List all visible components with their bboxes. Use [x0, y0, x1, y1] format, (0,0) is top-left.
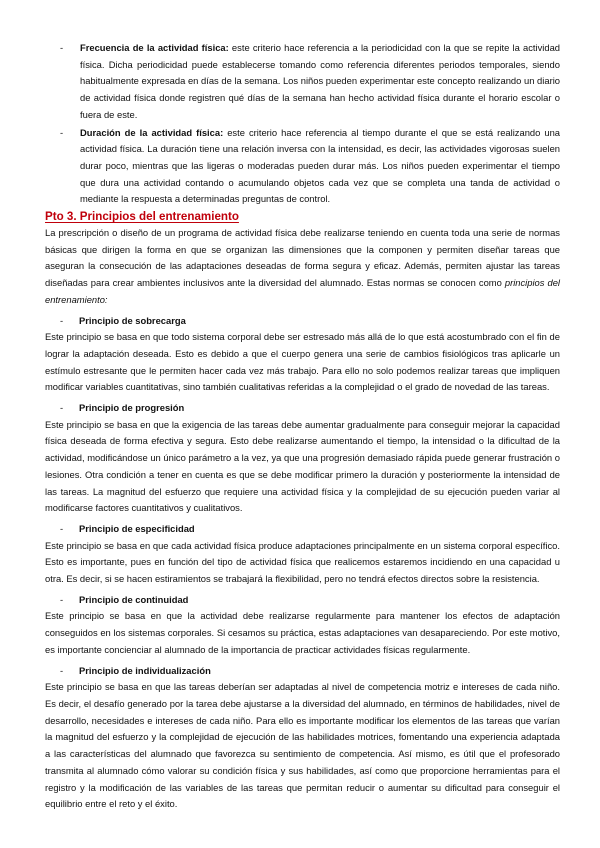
list-item-text	[80, 125, 560, 209]
principle-title: Principio de sobrecarga	[79, 314, 186, 326]
list-item-frecuencia	[60, 40, 560, 124]
term-description: este criterio hace referencia al tiempo durante el que se está realizando una actividad física. La duración tiene una relación inversa con la intensidad, es decir, las actividades vigorosas suelen durar poco, mientras que las ligeras o moderadas pueden durar más. Los niños pueden experimentar el tiempo que dura una actividad contando o acumulando objetos cada vez que se completa una tanda de actividad o mediante la respuesta a determinadas preguntas de control.	[80, 126, 561, 205]
list-dash: -	[60, 593, 64, 605]
principle-text-sobrecarga: Este principio se basa en que todo sistema corporal debe ser estresado más allá de lo que está acostumbrado con el fin de lograr la adaptación deseada. Esto es debido a que el cuerpo genera una serie de cambios fisiológicos tras aplicarle un estímulo estresante que le permiten hacer cada vez más trabajo. Para ello no solo podemos realizar tareas que impliquen modificar variables cuantitativas, sino también cualitativas referidas a la complejidad o el grado de novedad de las tareas.	[45, 331, 560, 393]
principle-text-especificidad: Este principio se basa en que cada actividad física produce adaptaciones principalmente en un sistema corporal específico. Esto es importante, pues en función del tipo de actividad física que realicemos estaremos incidiendo en una capacidad u otra. Es decir, si se hacen estiramientos se trabajará la flexibilidad, pero no tendrá efectos directos sobre la resistencia.	[45, 539, 560, 585]
principle-title: Principio de continuidad	[79, 593, 189, 605]
list-item-duracion	[60, 125, 560, 209]
list-dash: -	[60, 314, 64, 326]
intro-text: La prescripción o diseño de un programa de actividad física debe realizarse teniendo en cuenta toda una serie de normas básicas que dirigen la forma en que se organizan las dimensiones que la componen y permiten diseñar tareas que aseguran la consecución de las adaptaciones deseadas de forma segura y eficaz. Además, permiten ajustar las tareas diseñadas para crear ambientes inclusivos ante la diversidad del alumnado. Estas normas se conocen como	[45, 227, 560, 289]
section-intro	[45, 225, 560, 309]
list-dash: -	[60, 522, 64, 534]
principle-heading-continuidad	[45, 592, 560, 609]
principle-heading-individualizacion	[45, 663, 560, 680]
list-dash: -	[60, 664, 64, 676]
term-label: Duración de la actividad física:	[80, 126, 224, 138]
principle-text-individualizacion: Este principio se basa en que las tareas deberían ser adaptadas al nivel de competencia motriz e intereses de cada niño. Es decir, el desafío generado por la tarea debe ajustarse a la diversidad del alumnado, en términos de habilidades, nivel de desarrollo, necesidades e intereses de cada niño. Para ello es importante modificar los elementos de las tareas que varían la magnitud del esfuerzo y la complejidad de ejecución de las habilidades motrices, fomentando una experiencia adaptada a las características del alumnado que favorezca su sentimiento de competencia. Así mismo, es útil que el profesorado transmita al alumnado cómo valorar su condición física y sus habilidades, así como que proporcione herramientas para el registro y la modificación de las variables de las tareas que permitan reducir o aumentar su dificultad para conseguir el equilibrio entre el reto y el éxito.	[45, 681, 560, 810]
principle-title: Principio de individualización	[79, 664, 211, 676]
list-item-text	[80, 40, 560, 124]
section-heading: Pto 3. Principios del entrenamiento	[45, 210, 239, 223]
term-description: este criterio hace referencia a la periodicidad con la que se repite la actividad física. Dicha periodicidad puede establecerse tomando como referencia diferentes periodos temporales, siendo habitualmente expresada en días de la semana. Los niños pueden experimentar este concepto realizando un diario de actividad física donde registren qué días de la semana han hecho actividad física durante el horario escolar o fuera de este.	[80, 42, 560, 120]
principle-title: Principio de especificidad	[79, 522, 195, 534]
section-content	[45, 208, 560, 813]
term-label: Frecuencia de la actividad física:	[80, 42, 229, 53]
list-dash: -	[60, 42, 64, 53]
principle-text-continuidad: Este principio se basa en que la actividad debe realizarse regularmente para mantener los efectos de adaptación conseguidos en los sistemas corporales. Si cesamos su práctica, estas adaptaciones van desapareciendo. Por este motivo, es importante concienciar al alumnado de la importancia de practicar actividades físicas regularmente.	[45, 610, 560, 655]
list-dash: -	[60, 126, 64, 138]
principle-title: Principio de progresión	[79, 402, 185, 414]
principle-text-progresion: Este principio se basa en que la exigencia de las tareas debe aumentar gradualmente para conseguir mejorar la capacidad física deseada de forma efectiva y segura. Esto debe realizarse aumentando el tiempo, la intensidad o la dificultad de la actividad, modificándose un único parámetro a la vez, ya que una progresión demasiado rápida puede generar frustración o lesiones. Otra condición a tener en cuenta es que se debe modificar primero la duración y posteriormente la intensidad de las tareas. La magnitud del esfuerzo que requiere una actividad física y la complejidad de su ejecución pueden variar al modificarse factores cuantitativos y cualitativos.	[45, 418, 560, 514]
criteria-list	[60, 40, 560, 209]
intro-emphasis: principios del entrenamiento:	[45, 277, 561, 305]
principle-heading-sobrecarga	[45, 313, 560, 330]
list-dash: -	[60, 402, 64, 414]
principle-heading-progresion	[45, 400, 560, 417]
principle-heading-especificidad	[45, 521, 560, 538]
